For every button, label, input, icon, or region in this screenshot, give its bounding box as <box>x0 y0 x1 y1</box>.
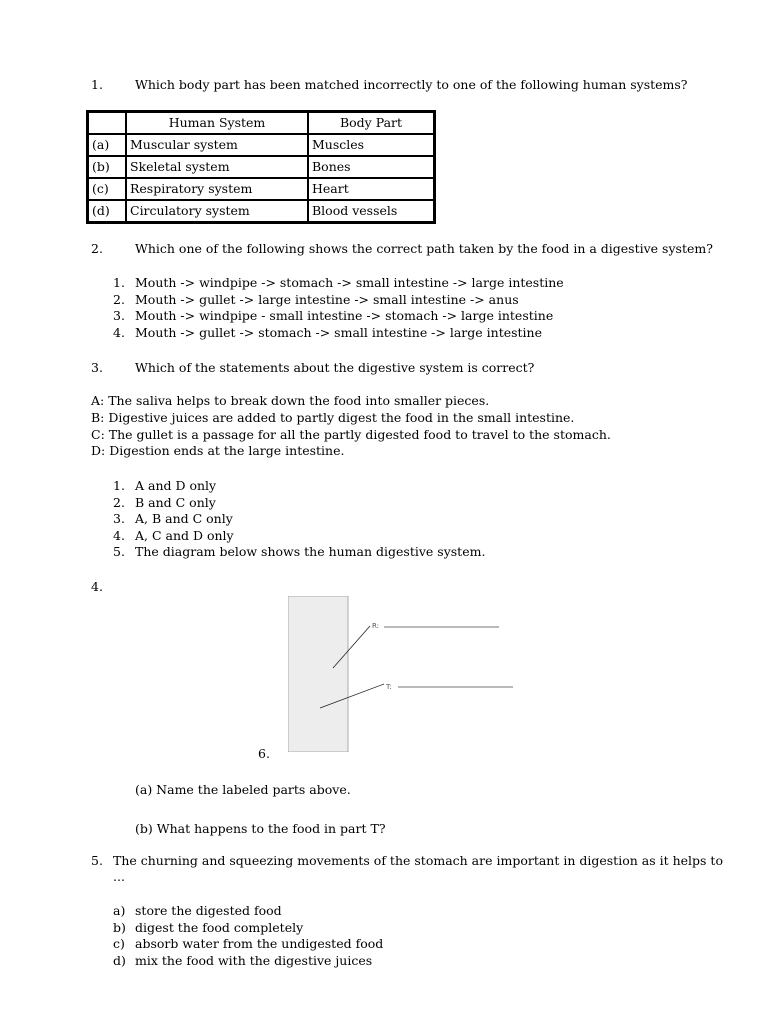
option-text: digest the food completely <box>135 919 304 935</box>
option-number: 4. <box>113 527 125 543</box>
q2-number: 2. <box>91 241 103 256</box>
option-text: Mouth -> gullet -> large intestine -> small intestine -> anus <box>135 291 519 307</box>
row-part: Heart <box>308 178 434 200</box>
list-item <box>113 292 564 309</box>
digestive-system-diagram <box>288 596 518 752</box>
row-letter: (b) <box>88 156 126 178</box>
row-system: Muscular system <box>126 134 308 156</box>
list-item <box>113 544 485 561</box>
list-item <box>113 903 383 920</box>
q4-number: 4. <box>91 579 103 594</box>
list-item <box>113 275 564 292</box>
q4-part-a: (a) Name the labeled parts above. <box>135 782 351 797</box>
table-row <box>88 178 434 200</box>
q5-options-list <box>113 903 383 969</box>
q2-text: Which one of the following shows the correct path taken by the food in a digestive system? <box>135 241 713 256</box>
option-text: absorb water from the undigested food <box>135 936 384 952</box>
q1-number: 1. <box>91 77 103 92</box>
statement-b: B: Digestive juices are added to partly digest the food in the small intestine. <box>91 410 575 425</box>
list-item <box>113 495 485 512</box>
option-number: 4. <box>113 324 125 340</box>
option-text: A, B and C only <box>135 511 233 527</box>
illustration-placeholder <box>288 596 348 752</box>
option-text: Mouth -> windpipe -> stomach -> small intestine -> large intestine <box>135 275 564 290</box>
row-system: Respiratory system <box>126 178 308 200</box>
list-item <box>113 325 564 342</box>
label-t: T: <box>386 683 392 691</box>
q5-number: 5. <box>91 853 103 868</box>
body-systems-table <box>86 110 436 224</box>
row-part: Blood vessels <box>308 200 434 222</box>
label-r: R: <box>372 622 380 630</box>
figure-number: 6. <box>258 746 270 761</box>
table-header-row <box>88 112 434 134</box>
option-number: 3. <box>113 511 125 527</box>
list-item <box>113 511 485 528</box>
option-number: 2. <box>113 494 125 510</box>
list-item <box>113 920 383 937</box>
row-system: Circulatory system <box>126 200 308 222</box>
q2-options-list <box>113 275 564 341</box>
option-number: 3. <box>113 308 125 324</box>
statement-a: A: The saliva helps to break down the food into smaller pieces. <box>91 393 490 408</box>
row-letter: (d) <box>88 200 126 222</box>
option-text: The diagram below shows the human digestive system. <box>135 544 486 560</box>
q3-options-list <box>113 478 485 561</box>
option-text: B and C only <box>135 494 216 510</box>
option-letter: d) <box>113 952 126 968</box>
option-text: mix the food with the digestive juices <box>135 952 373 968</box>
option-number: 2. <box>113 291 125 307</box>
option-number: 1. <box>113 478 125 493</box>
option-letter: c) <box>113 936 125 952</box>
option-number: 1. <box>113 275 125 290</box>
row-part: Bones <box>308 156 434 178</box>
list-item <box>113 936 383 953</box>
option-number: 5. <box>113 544 125 560</box>
q4-part-b: (b) What happens to the food in part T? <box>135 821 386 836</box>
row-system: Skeletal system <box>126 156 308 178</box>
table-header-letter <box>88 112 126 134</box>
table-row <box>88 156 434 178</box>
q3-number: 3. <box>91 360 103 375</box>
row-part: Muscles <box>308 134 434 156</box>
q3-text: Which of the statements about the digestive system is correct? <box>135 360 535 375</box>
option-letter: b) <box>113 919 126 935</box>
option-letter: a) <box>113 903 126 918</box>
option-text: store the digested food <box>135 903 282 918</box>
list-item <box>113 953 383 970</box>
option-text: A, C and D only <box>135 527 234 543</box>
table-header-part: Body Part <box>308 112 434 134</box>
row-letter: (a) <box>88 134 126 156</box>
option-text: A and D only <box>135 478 217 493</box>
option-text: Mouth -> windpipe - small intestine -> stomach -> large intestine <box>135 308 554 324</box>
list-item <box>113 478 485 495</box>
table-header-system: Human System <box>126 112 308 134</box>
row-letter: (c) <box>88 178 126 200</box>
option-text: Mouth -> gullet -> stomach -> small intestine -> large intestine <box>135 324 543 340</box>
q5-text-continuation: ... <box>113 869 125 884</box>
statement-c: C: The gullet is a passage for all the partly digested food to travel to the stomach. <box>91 427 611 442</box>
q5-text: The churning and squeezing movements of the stomach are important in digestion as it helps to <box>113 853 723 868</box>
statement-d: D: Digestion ends at the large intestine. <box>91 443 345 458</box>
list-item <box>113 308 564 325</box>
digestive-system-illustration <box>288 596 518 752</box>
q1-text: Which body part has been matched incorrectly to one of the following human systems? <box>135 77 688 92</box>
table-row <box>88 200 434 222</box>
list-item <box>113 528 485 545</box>
table-row <box>88 134 434 156</box>
